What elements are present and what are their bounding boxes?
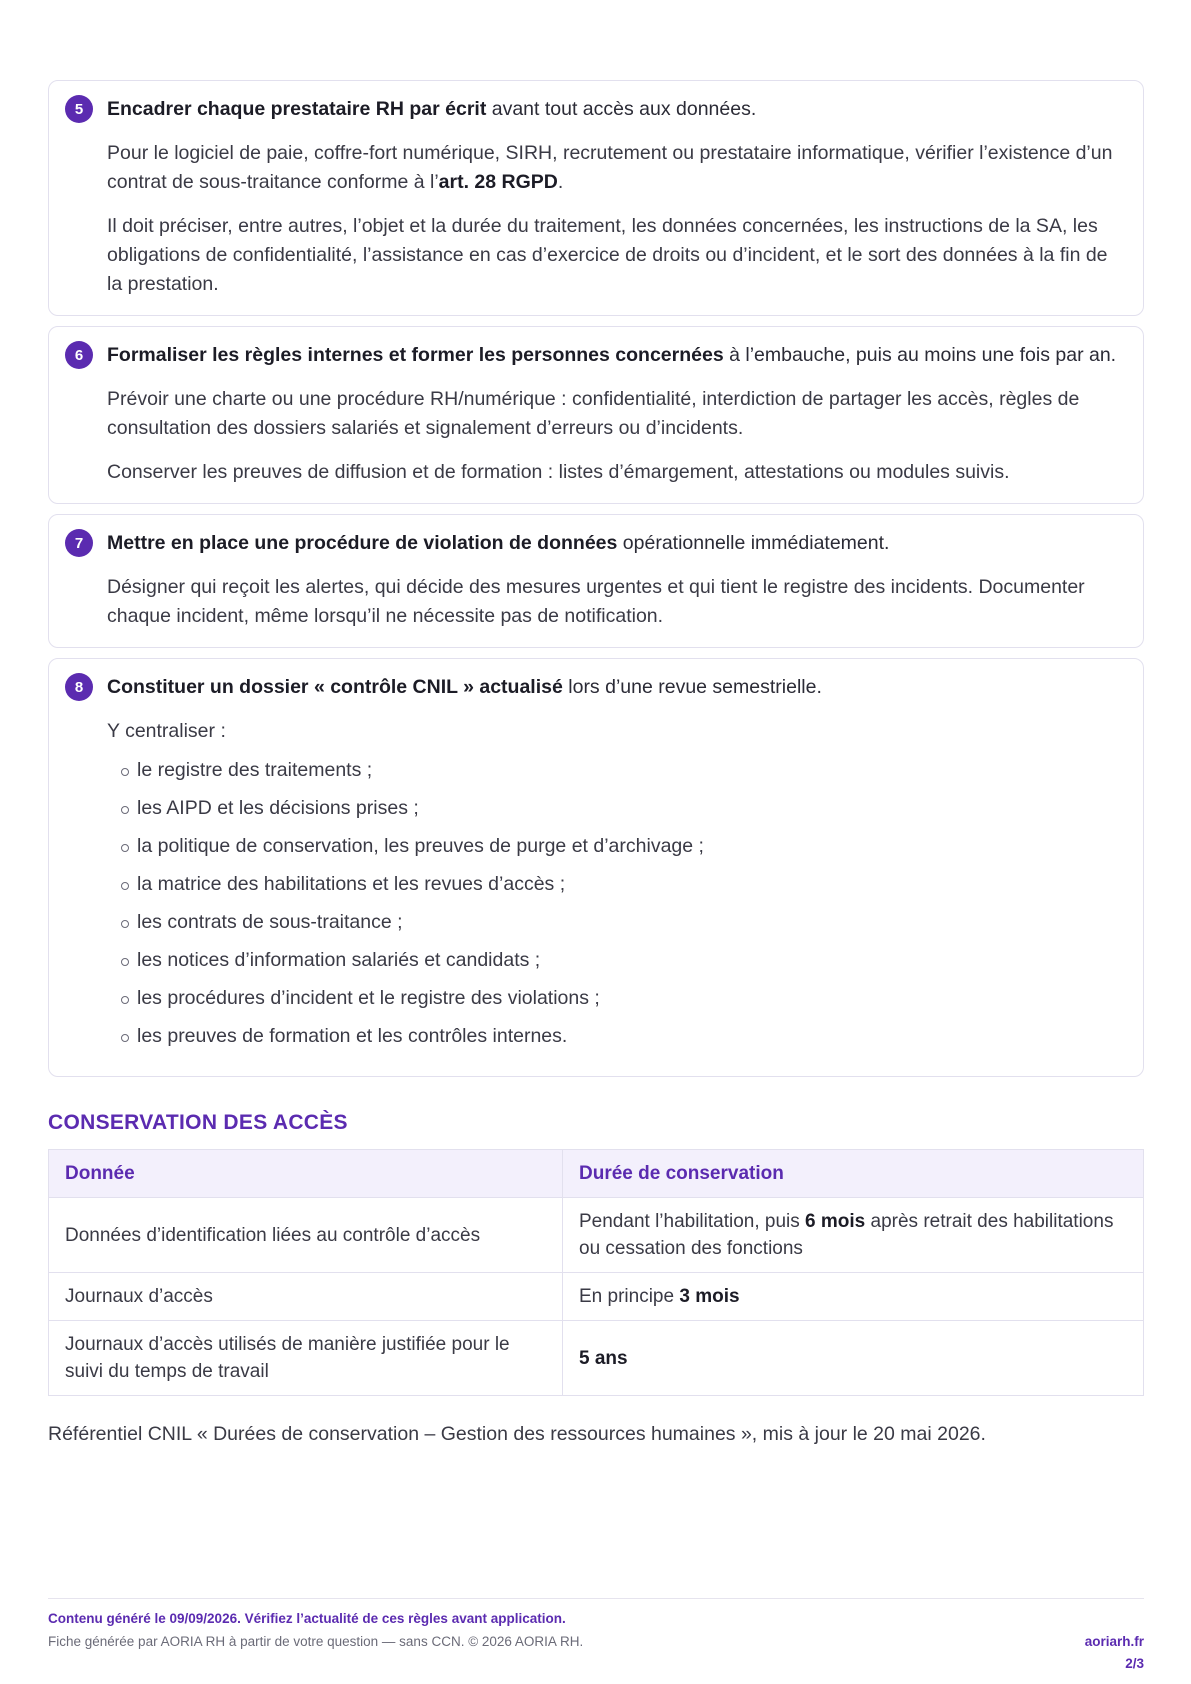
list-item: les notices d’information salariés et candidats ; xyxy=(107,946,1119,975)
step-number-badge: 5 xyxy=(65,95,93,123)
footer-meta: Fiche générée par AORIA RH à partir de votre question — sans CCN. © 2026 AORIA RH. xyxy=(48,1634,584,1649)
list-item: les preuves de formation et les contrôles internes. xyxy=(107,1022,1119,1051)
table-cell-data: Journaux d’accès xyxy=(49,1273,563,1321)
footer-row xyxy=(48,1634,1144,1675)
duration-text: Pendant l’habilitation, puis xyxy=(579,1211,806,1232)
step-card-6 xyxy=(48,326,1144,504)
table-row xyxy=(49,1198,1144,1273)
step-lead xyxy=(107,341,1119,370)
step-title: Formaliser les règles internes et former les personnes concernées xyxy=(107,344,724,366)
step-lead xyxy=(107,529,1119,558)
step-title-rest: opérationnelle immédiatement. xyxy=(617,532,890,554)
retention-table xyxy=(48,1149,1144,1396)
page-number: 2/3 xyxy=(1125,1656,1144,1671)
list-item: les AIPD et les décisions prises ; xyxy=(107,794,1119,823)
list-item: le registre des traitements ; xyxy=(107,756,1119,785)
step-card-7 xyxy=(48,514,1144,648)
duration-bold: 3 mois xyxy=(679,1286,740,1307)
duration-text: après retrait des habilitations ou cessation des fonctions xyxy=(579,1211,1114,1259)
step-number-badge: 8 xyxy=(65,673,93,701)
list-item: les procédures d’incident et le registre des violations ; xyxy=(107,984,1119,1013)
step-number-badge: 7 xyxy=(65,529,93,557)
table-header-row xyxy=(49,1150,1144,1198)
step-title-rest: lors d’une revue semestrielle. xyxy=(562,676,822,698)
list-item: la matrice des habilitations et les revues d’accès ; xyxy=(107,870,1119,899)
step-title: Encadrer chaque prestataire RH par écrit xyxy=(107,98,487,120)
table-cell-data: Journaux d’accès utilisés de manière justifiée pour le suivi du temps de travail xyxy=(49,1321,563,1396)
table-row xyxy=(49,1273,1144,1321)
step-card-5 xyxy=(48,80,1144,316)
reference-note: Référentiel CNIL « Durées de conservation – Gestion des ressources humaines », mis à jour le 20 mai 2026. xyxy=(48,1423,986,1445)
footer-warning: Contenu généré le 09/09/2026. Vérifiez l’actualité de ces règles avant application. xyxy=(48,1611,566,1626)
step-title-rest: à l’embauche, puis au moins une fois par an. xyxy=(723,344,1117,366)
column-header: Donnée xyxy=(49,1150,563,1198)
step-paragraph: Il doit préciser, entre autres, l’objet et la durée du traitement, les données concernées, les instructions de la SA, les obligations de confidentialité, l’assistance en cas d’exercice de droits ou d’incident, et le sort des données à la fin de la prestation. xyxy=(107,215,1108,295)
table-row xyxy=(49,1321,1144,1396)
step-paragraph: Prévoir une charte ou une procédure RH/numérique : confidentialité, interdiction de partager les accès, règles de consultation des dossiers salariés et signalement d’erreurs ou d’incidents. xyxy=(107,388,1080,439)
para-bold: art. 28 RGPD xyxy=(438,171,558,193)
table-cell-duration xyxy=(563,1273,1144,1321)
duration-text: En principe xyxy=(579,1286,680,1307)
footer-site-link[interactable]: aoriarh.fr xyxy=(1084,1634,1144,1649)
step-paragraph xyxy=(107,139,1119,197)
step-paragraph: Désigner qui reçoit les alertes, qui décide des mesures urgentes et qui tient le registre des incidents. Documenter chaque incident, même lorsqu’il ne nécessite pas de notification. xyxy=(107,576,1085,627)
page-footer xyxy=(48,1598,1144,1675)
footer-right xyxy=(1085,1631,1144,1675)
step-card-8 xyxy=(48,658,1144,1077)
step-title-rest: avant tout accès aux données. xyxy=(486,98,757,120)
step-title: Mettre en place une procédure de violation de données xyxy=(107,532,618,554)
para-text: . xyxy=(557,171,564,193)
list-item: la politique de conservation, les preuves de purge et d’archivage ; xyxy=(107,832,1119,861)
checklist xyxy=(107,756,1119,1051)
step-number-badge: 6 xyxy=(65,341,93,369)
step-paragraph: Conserver les preuves de diffusion et de formation : listes d’émargement, attestations ou modules suivis. xyxy=(107,461,1010,483)
step-lead xyxy=(107,95,1119,124)
para-text: Pour le logiciel de paie, coffre-fort numérique, SIRH, recrutement ou prestataire informatique, vérifier l’existence d’un contrat de sous-traitance conforme à l’ xyxy=(107,142,1113,193)
step-lead xyxy=(107,673,1119,702)
duration-bold: 5 ans xyxy=(579,1347,628,1369)
step-paragraph: Y centraliser : xyxy=(107,720,226,742)
document-page xyxy=(48,80,1144,1449)
list-item: les contrats de sous-traitance ; xyxy=(107,908,1119,937)
table-cell-duration xyxy=(563,1198,1144,1273)
section-title: CONSERVATION DES ACCÈS xyxy=(48,1111,348,1134)
table-cell-duration xyxy=(563,1321,1144,1396)
table-cell-data: Données d’identification liées au contrôle d’accès xyxy=(49,1198,563,1273)
duration-bold: 6 mois xyxy=(805,1211,866,1232)
step-title: Constituer un dossier « contrôle CNIL » actualisé xyxy=(107,676,563,698)
column-header: Durée de conservation xyxy=(563,1150,1144,1198)
